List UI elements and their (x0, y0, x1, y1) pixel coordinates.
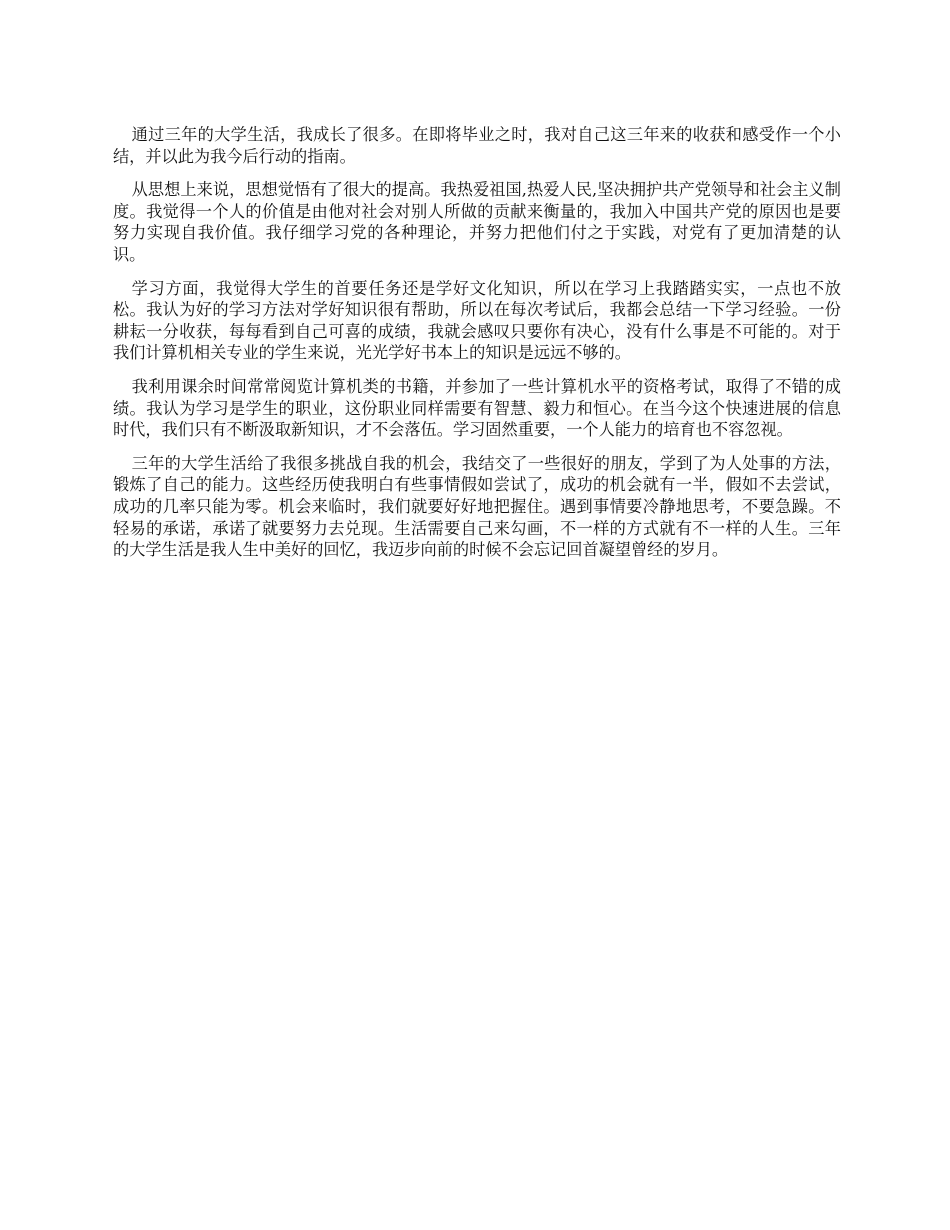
paragraph-ideology: 从思想上来说，思想觉悟有了很大的提高。我热爱祖国,热爱人民,坚决拥护共产党领导和社会主义制度。我觉得一个人的价值是由他对社会对别人所做的贡献来衡量的，我加入中国共产党的原因也是要努力实现自我价值。我仔细学习党的各种理论，并努力把他们付之于实践，对党有了更加清楚的认识。 (113, 180, 841, 264)
paragraph-intro: 通过三年的大学生活，我成长了很多。在即将毕业之时，我对自己这三年来的收获和感受作一个小结，并以此为我今后行动的指南。 (113, 125, 841, 166)
paragraph-conclusion: 三年的大学生活给了我很多挑战自我的机会，我结交了一些很好的朋友，学到了为人处事的方法，锻炼了自己的能力。这些经历使我明白有些事情假如尝试了，成功的机会就有一半，假如不去尝试，成功的几率只能为零。机会来临时，我们就要好好地把握住。遇到事情要冷静地思考，不要急躁。不轻易的承诺，承诺了就要努力去兑现。生活需要自己来勾画，不一样的方式就有不一样的人生。三年的大学生活是我人生中美好的回忆，我迈步向前的时候不会忘记回首凝望曾经的岁月。 (113, 453, 841, 560)
paragraph-study: 学习方面，我觉得大学生的首要任务还是学好文化知识，所以在学习上我踏踏实实，一点也不放松。我认为好的学习方法对学好知识很有帮助，所以在每次考试后，我都会总结一下学习经验。一份耕耘一分收获，每每看到自己可喜的成绩，我就会感叹只要你有决心，没有什么事是不可能的。对于我们计算机相关专业的学生来说，光光学好书本上的知识是远远不够的。 (113, 278, 841, 363)
paragraph-computer-skills: 我利用课余时间常常阅览计算机类的书籍，并参加了一些计算机水平的资格考试，取得了不错的成绩。我认为学习是学生的职业，这份职业同样需要有智慧、毅力和恒心。在当今这个快速进展的信息时代，我们只有不断汲取新知识，才不会落伍。学习固然重要，一个人能力的培育也不容忽视。 (113, 376, 841, 440)
document-body (113, 124, 841, 573)
